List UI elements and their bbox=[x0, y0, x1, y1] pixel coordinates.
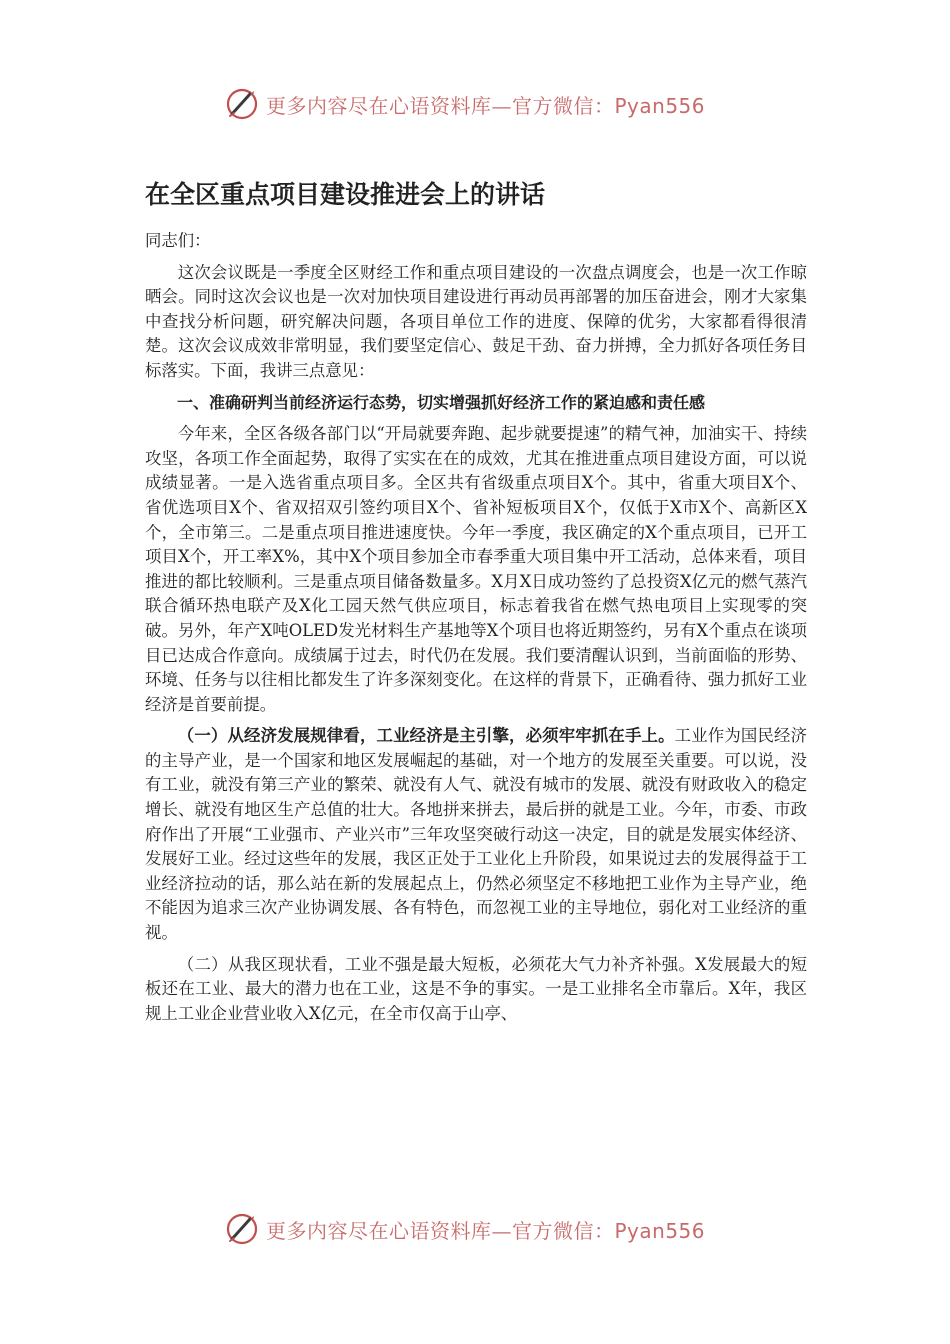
watermark-contact: 官方微信：Pyan556 bbox=[512, 93, 706, 118]
pen-logo-icon bbox=[224, 1211, 260, 1247]
pen-logo-icon bbox=[224, 86, 260, 122]
section-heading-1: 一、准确研判当前经济运行态势，切实增强抓好经济工作的紧迫感和责任感 bbox=[177, 392, 706, 412]
point-2-paragraph: （二）从我区现状看，工业不强是最大短板，必须花大气力补齐补强。X发展最大的短板还在工业、最大的潜力也在工业，这是不争的事实。一是工业排名全市靠后。X年，我区规上工业企业营业收入X亿元，在全市仅高于山亭、 bbox=[145, 954, 807, 1023]
point-1-lead: （一）从经济发展规律看，工业经济是主引擎，必须牢牢抓在手上。 bbox=[177, 726, 675, 746]
watermark-dash: — bbox=[491, 93, 512, 118]
watermark-brand: 更多内容尽在心语资料库 bbox=[266, 93, 492, 118]
watermark-contact: 官方微信：Pyan556 bbox=[512, 1218, 706, 1243]
watermark-dash: — bbox=[491, 1218, 512, 1243]
point-1-paragraph bbox=[145, 724, 807, 945]
section-1-paragraph: 今年来，全区各级各部门以“开局就要奔跑、起步就要提速”的精气神，加油实干、持续攻坚，各项工作全面起势，取得了实实在在的成效，尤其在推进重点项目建设方面，可以说成绩显著。一是入选省重点项目多。全区共有省级重点项目X个。其中，省重大项目X个、省优选项目X个、省双招双引签约项目X个、省补短板项目X个，仅低于X市X个、高新区X个，全市第三。二是重点项目推进速度快。今年一季度，我区确定的X个重点项目，已开工项目X个，开工率X%，其中X个项目参加全市春季重大项目集中开工活动，总体来看，项目推进的都比较顺利。三是重点项目储备数量多。X月X日成功签约了总投资X亿元的燃气蒸汽联合循环热电联产及X化工园天然气供应项目，标志着我省在燃气热电项目上实现零的突破。另外，年产X吨OLED发光材料生产基地等X个项目也将近期签约，另有X个重点在谈项目已达成合作意向。成绩属于过去，时代仍在发展。我们要清醒认识到，当前面临的形势、环境、任务与以往相比都发生了许多深刻变化。在这样的背景下，正确看待、强力抓好工业经济是首要前提。 bbox=[145, 424, 807, 714]
intro-paragraph: 这次会议既是一季度全区财经工作和重点项目建设的一次盘点调度会，也是一次工作晾晒会。同时这次会议也是一次对加快项目建设进行再动员再部署的加压奋进会，刚才大家集中查找分析问题，研究解决问题，各项目单位工作的进度、保障的优劣，大家都看得很清楚。这次会议成效非常明显，我们要坚定信心、鼓足干劲、奋力拼搏，全力抓好各项任务目标落实。下面，我讲三点意见： bbox=[145, 262, 807, 380]
salutation: 同志们： bbox=[145, 231, 211, 250]
watermark-banner-top bbox=[224, 84, 744, 124]
watermark-brand: 更多内容尽在心语资料库 bbox=[266, 1218, 492, 1243]
watermark-text bbox=[266, 90, 705, 119]
point-1-body: 工业作为国民经济的主导产业，是一个国家和地区发展崛起的基础，对一个地方的发展至关重要。可以说，没有工业，就没有第三产业的繁荣、就没有人气、就没有城市的发展、就没有财政收入的稳定增长、就没有地区生产总值的壮大。各地拼来拼去，最后拼的就是工业。今年，市委、市政府作出了开展“工业强市、产业兴市”三年攻坚突破行动这一决定，目的就是发展实体经济、发展好工业。经过这些年的发展，我区正处于工业化上升阶段，如果说过去的发展得益于工业经济拉动的话，那么站在新的发展起点上，仍然必须坚定不移地把工业作为主导产业，绝不能因为追求三次产业协调发展、各有特色，而忽视工业的主导地位，弱化对工业经济的重视。 bbox=[145, 726, 807, 943]
watermark-banner-bottom bbox=[224, 1209, 744, 1249]
document-body bbox=[145, 229, 807, 1026]
watermark-text bbox=[266, 1215, 705, 1244]
document-title: 在全区重点项目建设推进会上的讲话 bbox=[145, 180, 546, 209]
